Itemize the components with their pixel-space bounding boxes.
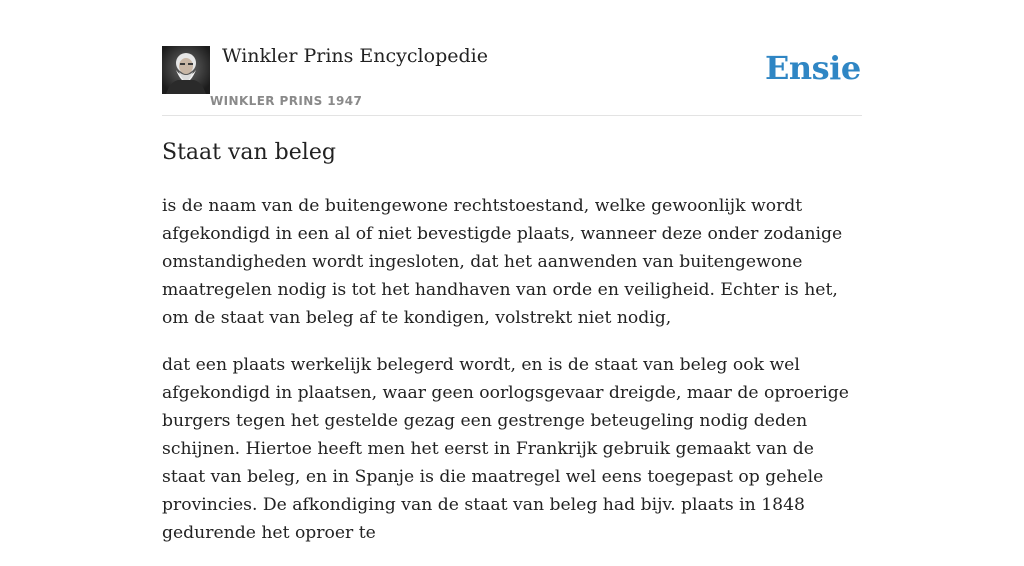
article-paragraph: is de naam van de buitengewone rechtstoestand, welke gewoonlijk wordt afgekondigd in een al of niet bevestigde plaats, wanneer deze onder zodanige omstandigheden wordt ingesloten, dat het aanwenden van buitengewone maatregelen nodig is tot het handhaven van orde en veiligheid. Echter is het, om de staat van beleg af te kondigen, volstrekt niet nodig, [162,196,843,328]
header-divider [162,115,862,116]
author-avatar[interactable] [162,46,210,94]
article-title: Staat van beleg [162,140,336,165]
article-paragraph: dat een plaats werkelijk belegerd wordt, en is de staat van beleg ook wel afgekondigd in plaatsen, waar geen oorlogsgevaar dreigde, maar de oproerige burgers tegen het gestelde gezag een gestrenge beteugeling nodig deden schijnen. Hiertoe heeft men het eerst in Frankrijk gebruik gemaakt van de staat van beleg, en in Spanje is die maatregel wel eens toegepast op gehele provincies. De afkondiging van de staat van beleg had bijv. plaats in 1848 gedurende het oproer te [162,355,849,543]
ensie-logo[interactable]: Ensie [765,49,861,87]
edition-label[interactable]: WINKLER PRINS 1947 [210,94,363,108]
bearded-man-portrait-icon [162,46,210,94]
site-title[interactable]: Winkler Prins Encyclopedie [222,45,488,67]
article-body [162,192,862,566]
